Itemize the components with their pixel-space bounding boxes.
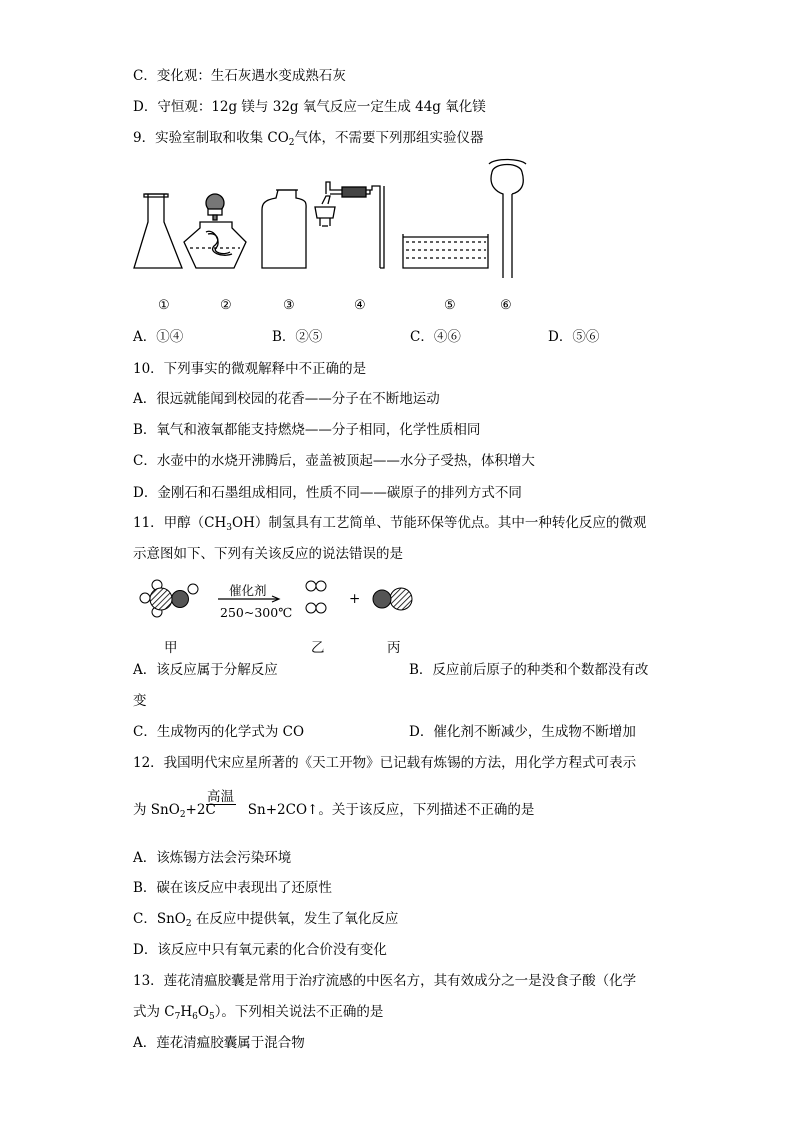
plus-sign: + [349,591,361,607]
q10-stem: 10．下列事实的微观解释中不正确的是 [133,361,367,377]
equation-bar [206,804,236,805]
hydrogen-molecule-icon [306,581,326,613]
water-trough-icon [403,234,488,268]
q10-option-c: C．水壶中的水烧开沸腾后，壶盖被顶起——水分子受热，体积增大 [133,453,535,469]
q11-option-c: C．生成物丙的化学式为 CO [133,724,305,740]
label-yi: 乙 [311,640,325,656]
label-4: ④ [354,298,366,313]
catalyst-label: 催化剂 [229,583,267,598]
temperature-label: 250~300℃ [220,605,293,620]
alcohol-lamp-icon [184,194,246,268]
q10-option-b: B．氧气和液氧都能支持燃烧——分子相同，化学性质相同 [133,422,481,438]
q9-option-b: B．②⑤ [272,329,323,345]
q11-option-d: D．催化剂不断减少，生成物不断增加 [409,724,636,740]
gas-bottle-icon [262,190,306,268]
q12-option-d: D．该反应中只有氧元素的化合价没有变化 [133,942,387,958]
label-jia: 甲 [164,640,178,656]
label-6: ⑥ [500,298,512,313]
methanol-molecule-icon [140,580,198,617]
q11-option-b-cont: 变 [133,693,147,709]
q9-option-c: C．④⑥ [410,329,461,345]
apparatus-figure [0,0,794,300]
stopper-tube-icon [315,182,384,268]
q12-option-c: C．SnO$_2$ 在反应中提供氧，发生了氧化反应 [133,911,399,929]
q11-stem-line2: 示意图如下、下列有关该反应的说法错误的是 [133,546,403,562]
q11-option-b: B．反应前后原子的种类和个数都没有改 [409,662,649,678]
q9-stem: 9．实验室制取和收集 $CO_2$气体，不需要下列那组实验仪器 [133,130,484,148]
q11-option-a: A．该反应属于分解反应 [133,662,278,678]
label-3: ③ [283,298,295,313]
carbon-monoxide-molecule-icon [373,588,412,610]
high-temp-label: 高温 [207,789,234,805]
label-1: ① [158,298,170,313]
q10-option-d: D．金刚石和石墨组成相同，性质不同——碳原子的排列方式不同 [133,485,522,501]
conical-flask-icon [134,194,182,268]
q13-stem-line1: 13．莲花清瘟胶囊是常用于治疗流感的中医名方，其有效成分之一是没食子酸（化学 [133,973,637,989]
q13-stem-line2: 式为 $C_7H_6O_5$）。下列相关说法不正确的是 [133,1004,384,1022]
q9-option-a: A．①④ [133,329,184,345]
q8-option-d: D．守恒观：12g 镁与 32g 氧气反应一定生成 44g 氧化镁 [133,99,486,115]
q12-option-a: A．该炼锡方法会污染环境 [133,850,292,866]
q11-stem-line1: 11．甲醇$(CH_3OH)$制氢具有工艺简单、节能环保等优点。其中一种转化反应的微观 [133,515,647,533]
label-2: ② [220,298,232,313]
q8-option-c: C．变化观：生石灰遇水变成熟石灰 [133,68,346,84]
q13-option-a: A．莲花清瘟胶囊属于混合物 [133,1035,305,1051]
q12-stem-line1: 12．我国明代宋应星所著的《天工开物》已记载有炼锡的方法，用化学方程式可表示 [133,755,637,771]
q12-option-b: B．碳在该反应中表现出了还原性 [133,880,332,896]
q9-option-d: D．⑤⑥ [548,329,600,345]
label-5: ⑤ [444,298,456,313]
funnel-icon [489,160,526,279]
q10-option-a: A．很远就能闻到校园的花香——分子在不断地运动 [133,391,440,407]
label-bing: 丙 [387,640,401,656]
